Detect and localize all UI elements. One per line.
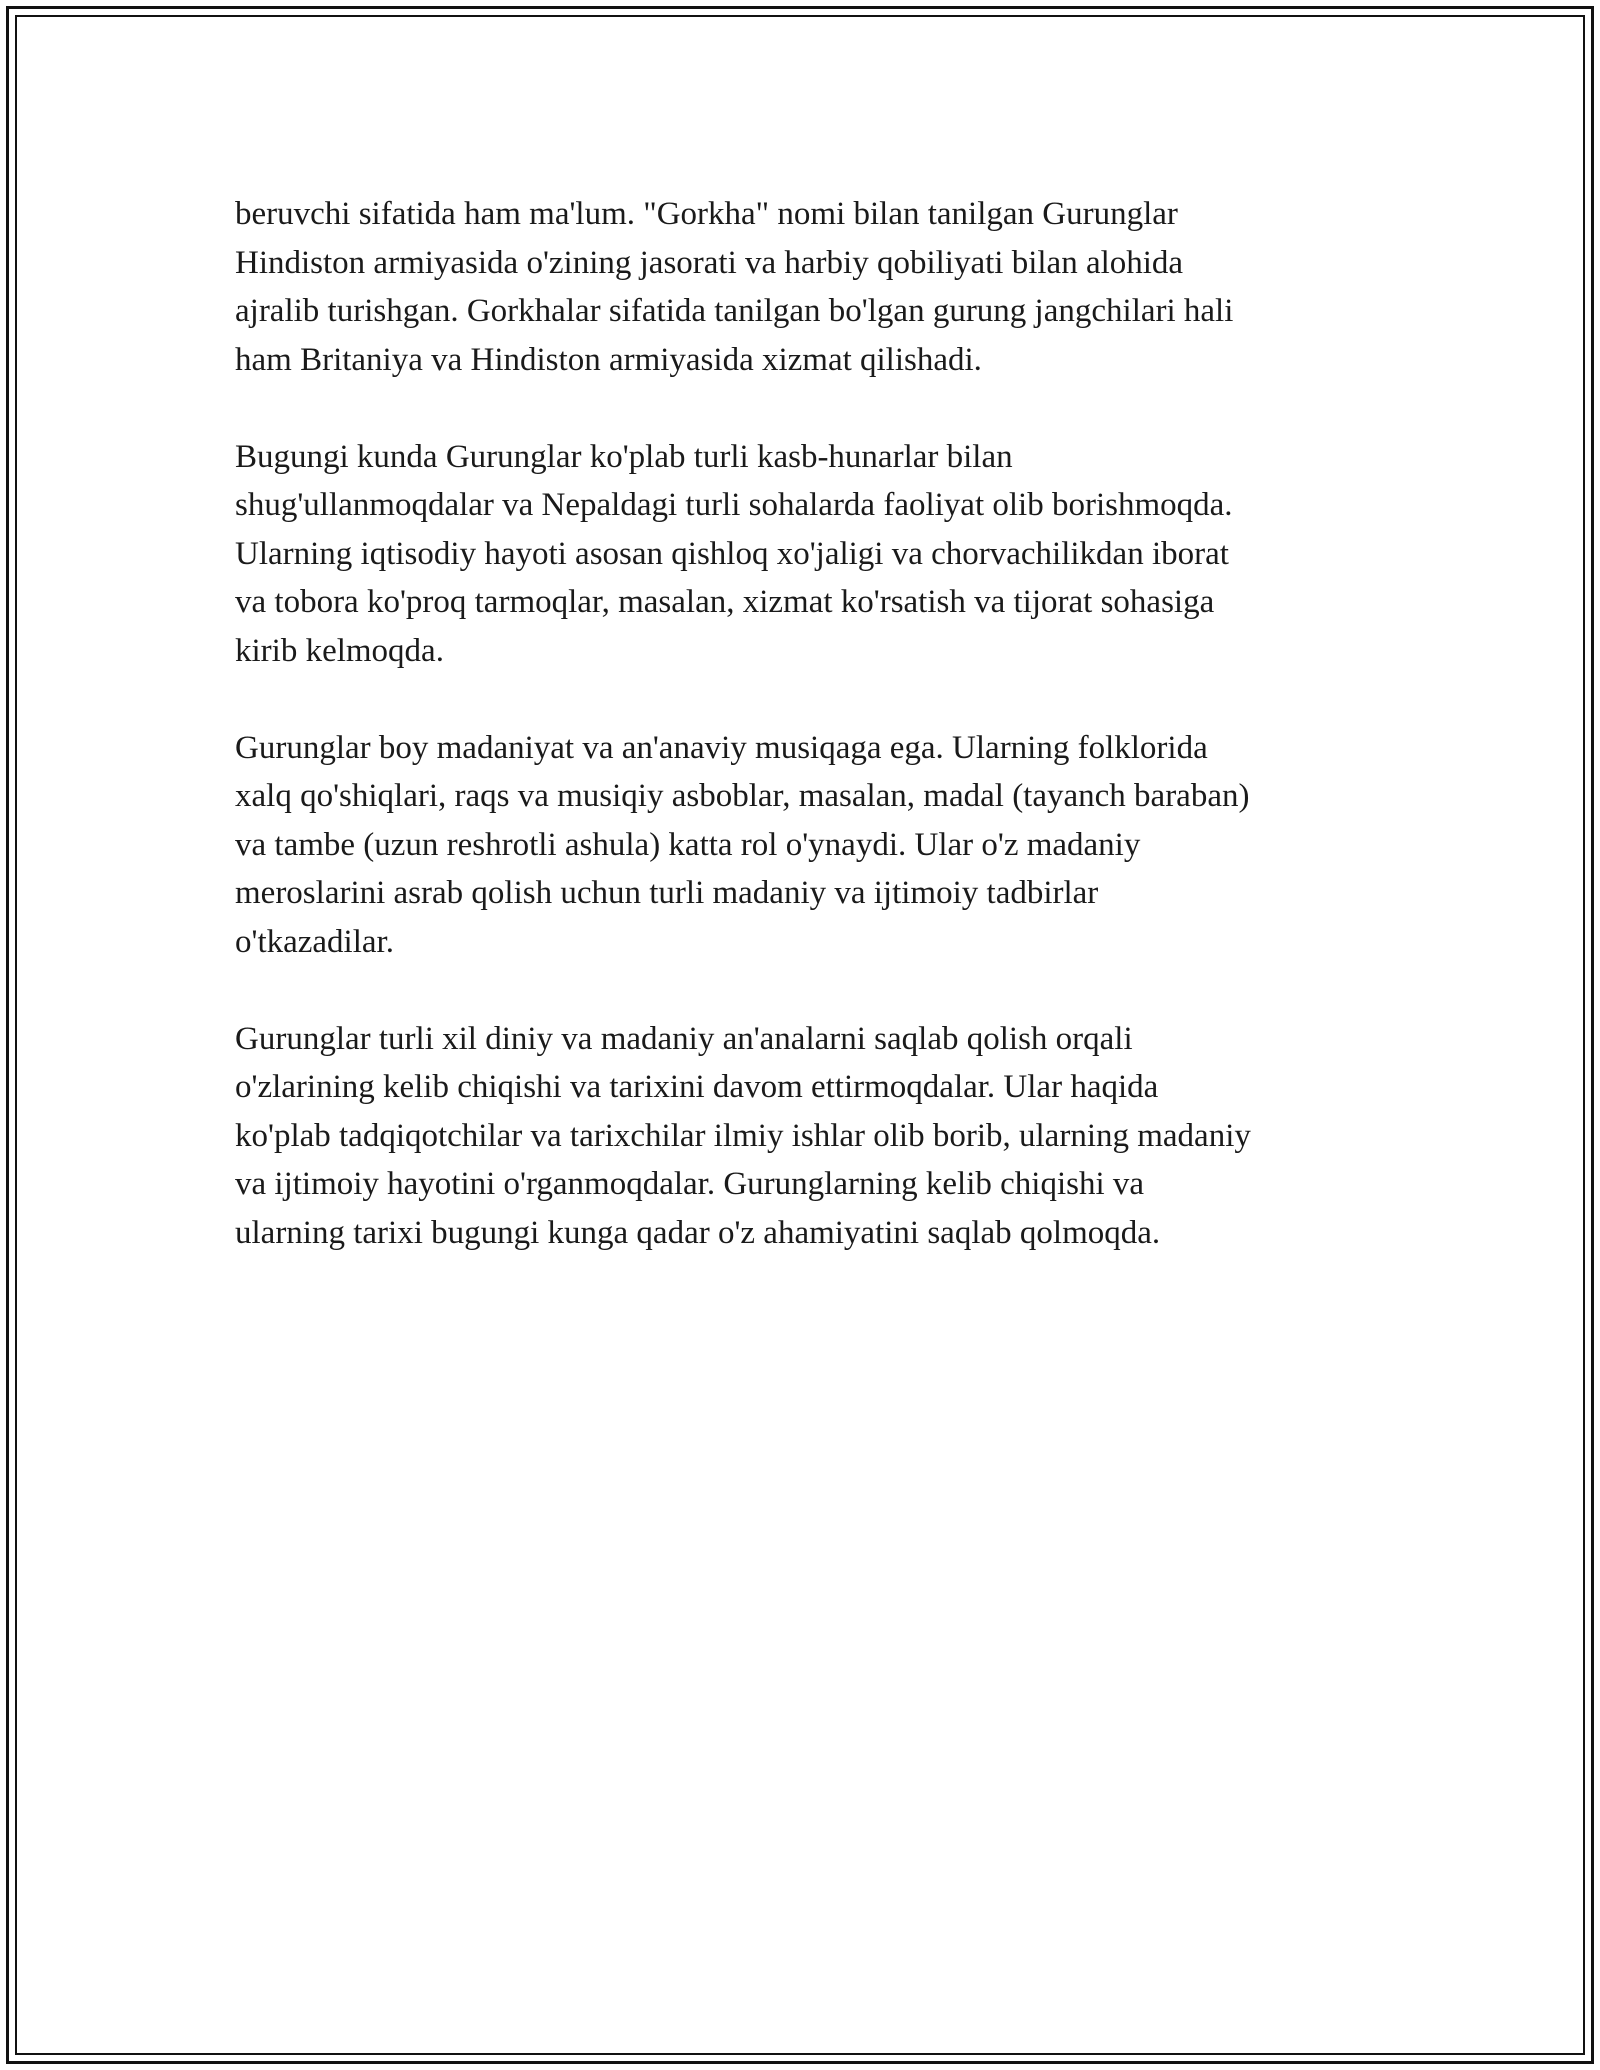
text-line: o'zlarining kelib chiqishi va tarixini davom ettirmoqdalar. Ular haqida bbox=[235, 1069, 1159, 1105]
text-line: Gurunglar turli xil diniy va madaniy an'analarni saqlab qolish orqali bbox=[235, 1020, 1133, 1057]
text-line: Hindiston armiyasida o'zining jasorati va harbiy qobiliyati bilan alohida bbox=[235, 244, 1184, 281]
text-line: va tambe (uzun reshrotli ashula) katta rol o'ynaydi. Ular o'z madaniy bbox=[235, 826, 1141, 863]
text-line: ularning tarixi bugungi kunga qadar o'z ahamiyatini saqlab qolmoqda. bbox=[235, 1214, 1161, 1251]
text-line: va tobora ko'proq tarmoqlar, masalan, xizmat ko'rsatish va tijorat sohasiga bbox=[235, 584, 1215, 620]
text-line: meroslarini asrab qolish uchun turli madaniy va ijtimoiy tadbirlar bbox=[235, 875, 1099, 911]
text-line: ajralib turishgan. Gorkhalar sifatida tanilgan bo'lgan gurung jangchilari hali bbox=[235, 293, 1234, 329]
text-line: Ularning iqtisodiy hayoti asosan qishloq xo'jaligi va chorvachilikdan iborat bbox=[235, 535, 1229, 572]
text-line: va ijtimoiy hayotini o'rganmoqdalar. Gurunglarning kelib chiqishi va bbox=[235, 1166, 1145, 1202]
paragraph-gorkha bbox=[235, 190, 1385, 384]
text-line: o'tkazadilar. bbox=[235, 923, 394, 960]
text-line: beruvchi sifatida ham ma'lum. "Gorkha" nomi bilan tanilgan Gurunglar bbox=[235, 196, 1178, 232]
paragraph-culture bbox=[235, 724, 1385, 967]
text-line: kirib kelmoqda. bbox=[235, 632, 444, 669]
paragraph-traditions bbox=[235, 1015, 1385, 1258]
text-line: ko'plab tadqiqotchilar va tarixchilar ilmiy ishlar olib borib, ularning madaniy bbox=[235, 1117, 1251, 1154]
text-line: shug'ullanmoqdalar va Nepaldagi turli sohalarda faoliyat olib borishmoqda. bbox=[235, 487, 1233, 523]
text-line: Bugungi kunda Gurunglar ko'plab turli kasb-hunarlar bilan bbox=[235, 438, 1013, 475]
text-line: xalq qo'shiqlari, raqs va musiqiy asboblar, masalan, madal (tayanch baraban) bbox=[235, 778, 1250, 814]
document-body bbox=[235, 190, 1385, 1306]
text-line: Gurunglar boy madaniyat va an'anaviy musiqaga ega. Ularning folklorida bbox=[235, 729, 1208, 766]
paragraph-occupations bbox=[235, 433, 1385, 676]
text-line: ham Britaniya va Hindiston armiyasida xizmat qilishadi. bbox=[235, 341, 982, 378]
